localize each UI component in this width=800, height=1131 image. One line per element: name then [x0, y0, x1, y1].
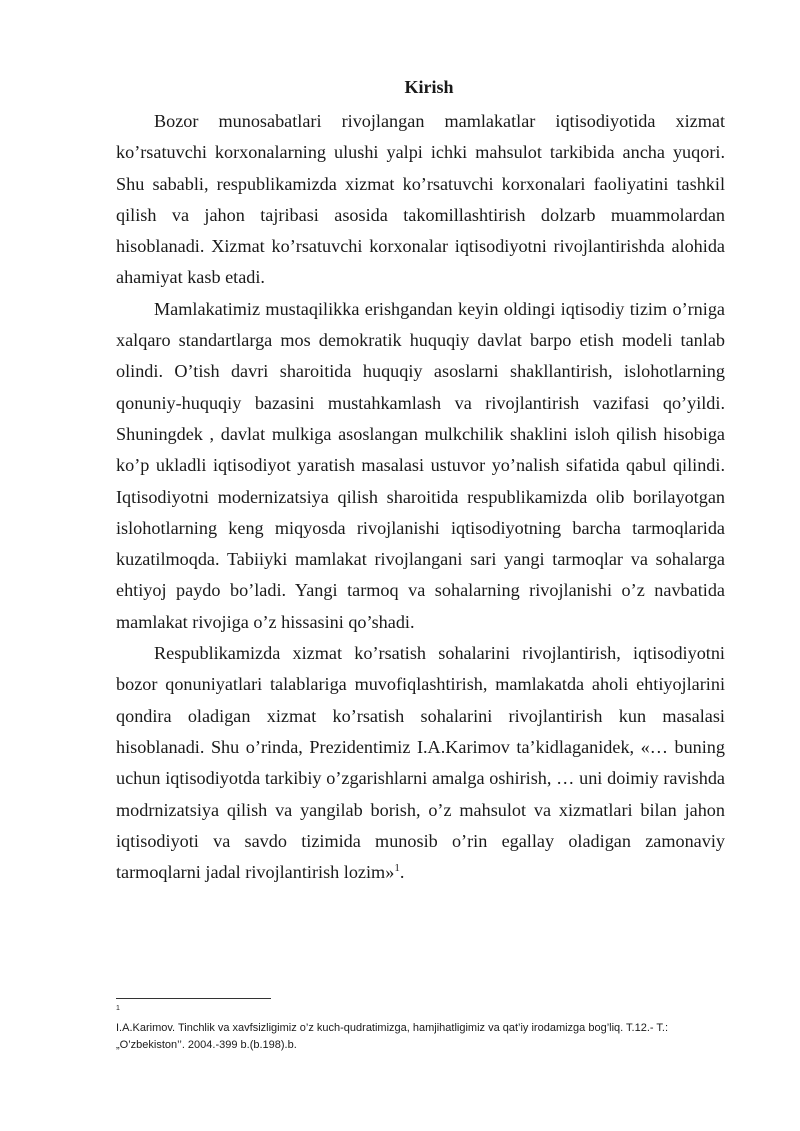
footnote-text: I.A.Karimov. Tinchlik va xavfsizligimiz o’z kuch-qudratimizga, hamjihatligimiz va qat’iy irodamizga bog’liq. T.12.- T.: „O’zbekiston’’. 2004.-399 b.(b.198).b. — [116, 1022, 669, 1051]
footnote-reference[interactable]: 1 — [394, 862, 400, 875]
footnote-mark: 1 — [116, 1005, 120, 1012]
body-text — [116, 106, 725, 888]
paragraph-2: Mamlakatimiz mustaqilikka erishgandan keyin oldingi iqtisodiy tizim o’rniga xalqaro standartlarga mos demokratik huquqiy davlat barpo etish modeli tanlab olindi. O’tish davri sharoitida huquqiy asoslarni shakllantirish, islohotlarning qonuniy-huquqiy bazasini mustahkamlash va rivojlantirish vazifasi qo’yildi. Shuningdek , davlat mulkiga asoslangan mulkchilik shaklini isloh qilish hisobiga ko’p ukladli iqtisodiyot yaratish masalasi ustuvor yo’nalish sifatida qabul qilindi. Iqtisodiyotni modernizatsiya qilish sharoitida respublikamizda olib borilayotgan islohotlarning keng miqyosda rivojlanishi iqtisodiyotning barcha tarmoqlarida kuzatilmoqda. Tabiiyki mamlakat rivojlangani sari yangi tarmoqlar va sohalarga ehtiyoj paydo bo’ladi. Yangi tarmoq va sohalarning rivojlanishi o’z navbatida mamlakat rivojiga o’z hissasini qo’shadi. — [116, 298, 725, 632]
paragraph-1: Bozor munosabatlari rivojlangan mamlakatlar iqtisodiyotida xizmat ko’rsatuvchi korxonalarning ulushi yalpi ichki mahsulot tarkibida ancha yuqori. Shu sababli, respublikamizda xizmat ko’rsatuvchi korxonalari faoliyatini tashkil qilish va jahon tajribasi asosida takomillashtirish dolzarb muammolardan hisoblanadi. Xizmat ko’rsatuvchi korxonalar iqtisodiyotni rivojlantirishda alohida ahamiyat kasb etadi. — [116, 111, 725, 288]
paragraph-3-text: Respublikamizda xizmat ko’rsatish sohalarini rivojlantirish, iqtisodiyotni bozor qonuniyatlari talablariga muvofiqlashtirish, mamlakatda aholi ehtiyojlarini qondira oladigan xizmat ko’rsatish sohalarini rivojlantirish kun masalasi hisoblanadi. Shu o’rinda, Prezidentimiz I.A.Karimov ta’kidlaganidek, «… buning uchun iqtisodiyotda tarkibiy o’zgarishlarni amalga oshirish, … uni doimiy ravishda modrnizatsiya qilish va yangilab borish, o’z mahsulot va xizmatlari bilan jahon iqtisodiyoti va savdo tizimida munosib o’rin egallay oladigan zamonaviy tarmoqlarni jadal rivojlantirish lozim» — [116, 643, 725, 883]
footnote-divider — [116, 998, 271, 999]
paragraph-3 — [116, 638, 725, 888]
paragraph-3-end: . — [399, 862, 405, 883]
page-title: Kirish — [404, 77, 454, 97]
